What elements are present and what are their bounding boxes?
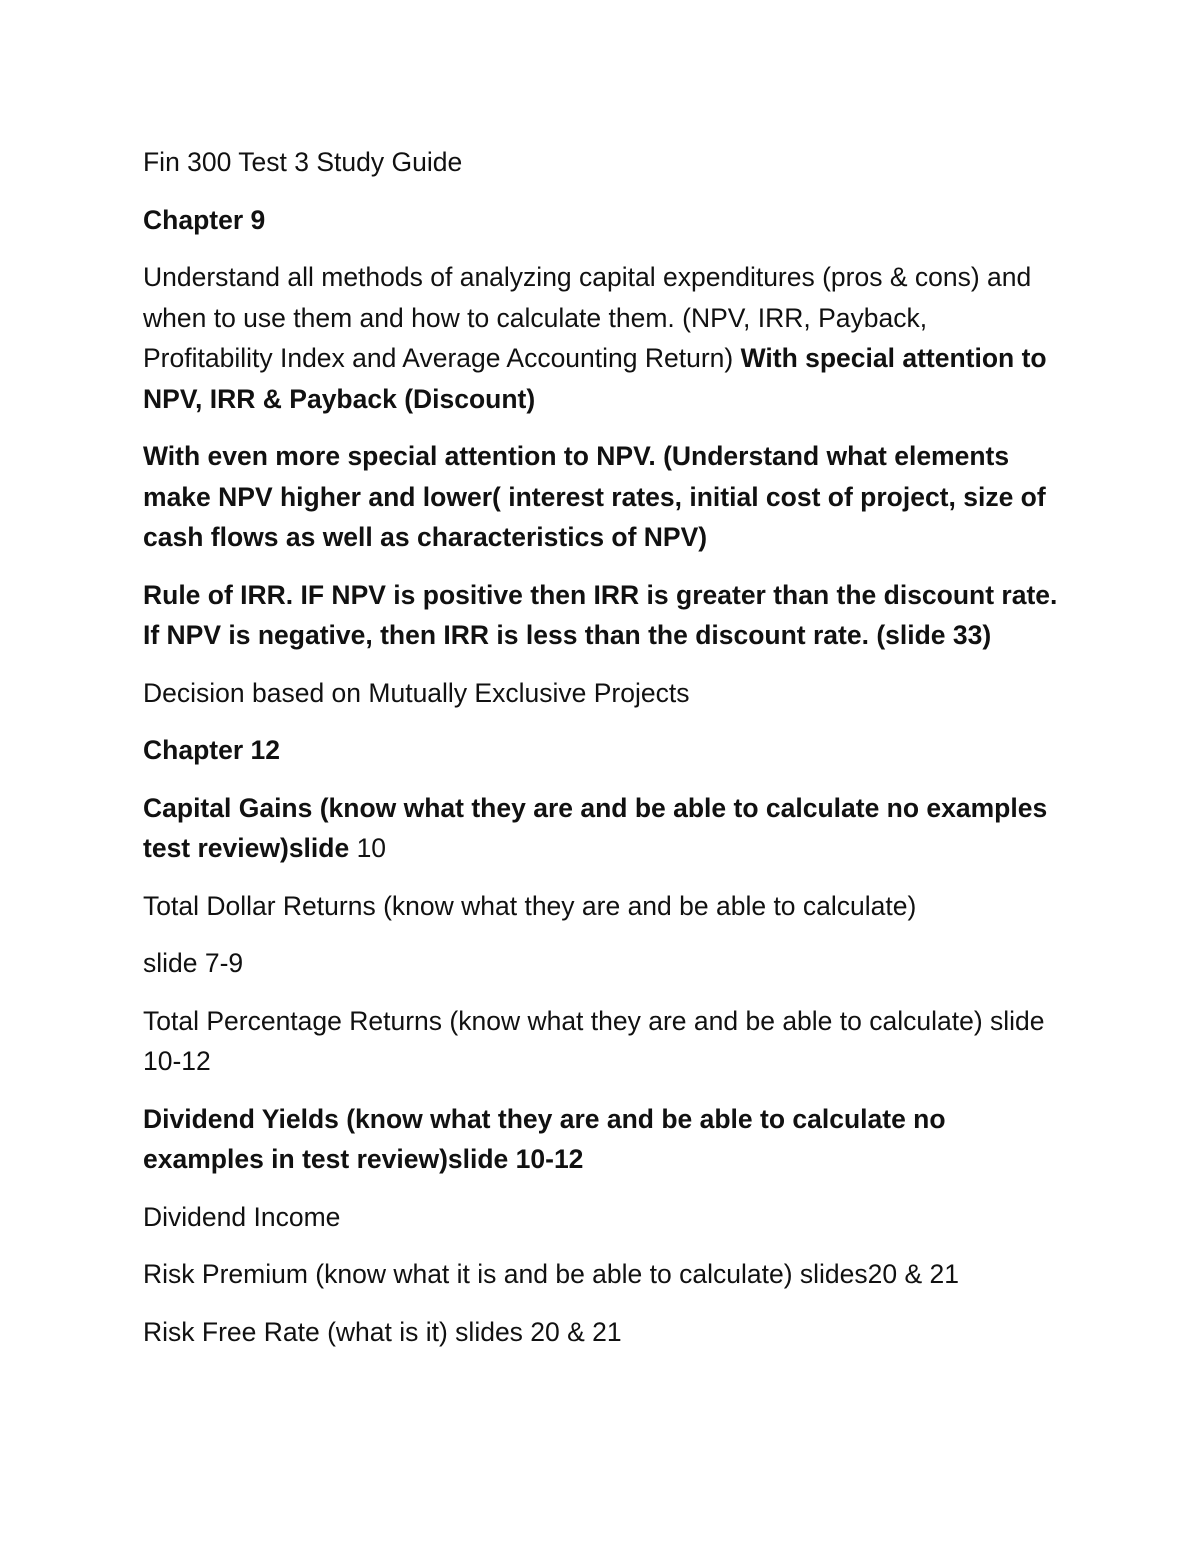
risk-free-rate-item: Risk Free Rate (what is it) slides 20 & 21 <box>143 1316 622 1347</box>
total-percentage-returns-item: Total Percentage Returns (know what they are and be able to calculate) slide 10-12 <box>143 1005 1045 1076</box>
irr-rule-paragraph: Rule of IRR. IF NPV is positive then IRR is greater than the discount rate. If NPV is negative, then IRR is less than the discount rate. (slide 33) <box>143 579 1058 650</box>
total-dollar-returns-slides: slide 7-9 <box>143 948 244 978</box>
total-dollar-returns-item: Total Dollar Returns (know what they are and be able to calculate) <box>143 890 917 921</box>
capital-gains-slide: 10 <box>349 833 387 863</box>
risk-premium-item: Risk Premium (know what it is and be able to calculate) slides20 & 21 <box>143 1259 959 1289</box>
dividend-yields-paragraph: Dividend Yields (know what they are and be able to calculate no examples in test review)slide 10-12 <box>143 1103 946 1174</box>
npv-attention-paragraph: With even more special attention to NPV. (Understand what elements make NPV higher and lower( interest rates, initial cost of project, size of cash flows as well as characteristics of NPV) <box>143 441 1046 552</box>
document-body <box>143 142 1063 1369</box>
capital-gains-paragraph <box>143 788 1063 869</box>
methods-text: Understand all methods of analyzing capital expenditures (pros & cons) and when to use them and how to calculate them. (NPV, IRR, Payback, Profitability Index and Average Accounting Return) <box>143 262 1032 373</box>
chapter-9-heading: Chapter 9 <box>143 204 266 235</box>
dividend-income-item: Dividend Income <box>143 1201 341 1232</box>
methods-paragraph <box>143 257 1063 419</box>
methods-emphasis: With special attention to NPV, IRR & Payback (Discount) <box>143 343 1047 414</box>
chapter-12-heading: Chapter 12 <box>143 735 280 765</box>
capital-gains-text: Capital Gains (know what they are and be able to calculate no examples test review)slide <box>143 792 1048 863</box>
mutually-exclusive-item: Decision based on Mutually Exclusive Projects <box>143 677 690 708</box>
document-title: Fin 300 Test 3 Study Guide <box>143 147 463 177</box>
